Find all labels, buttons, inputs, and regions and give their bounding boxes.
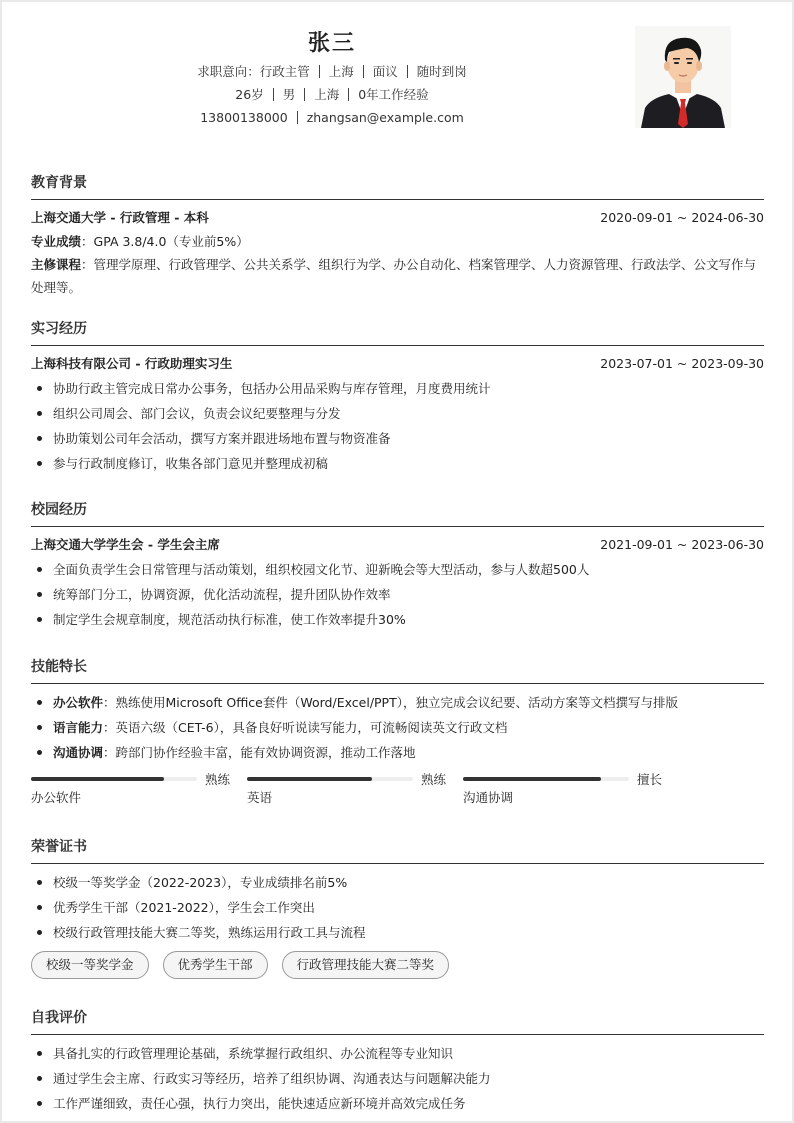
section-education (31, 172, 764, 299)
skill-bars (31, 771, 764, 809)
gpa-value: ：GPA 3.8/4.0（专业前5%） (81, 234, 249, 249)
skill-name: 沟通协调 (463, 790, 514, 805)
skill-text: ：英语六级（CET-6），具备良好听说读写能力，可流畅阅读英文行政文档 (103, 720, 508, 735)
section-title-education: 教育背景 (31, 172, 764, 200)
skill-level: 擅长 (637, 772, 663, 787)
skill-label: 沟通协调 (53, 745, 104, 760)
skills-bullets (31, 690, 764, 765)
list-item: 优秀学生干部（2021-2022），学生会工作突出 (31, 895, 764, 920)
section-campus (31, 499, 764, 632)
internship-entry-title: 上海科技有限公司 - 行政助理实习生 (31, 356, 233, 371)
courses-value: ：管理学原理、行政管理学、公共关系学、组织行为学、办公自动化、档案管理学、人力资源管理、行政法学、公文写作与处理等。 (31, 257, 757, 295)
education-entry-title: 上海交通大学 - 行政管理 - 本科 (31, 210, 209, 225)
age: 26岁 (235, 87, 264, 102)
list-item: 校级行政管理技能大赛二等奖，熟练运用行政工具与流程 (31, 920, 764, 945)
section-title-campus: 校园经历 (31, 499, 764, 527)
honor-tag: 校级一等奖学金 (31, 951, 149, 979)
separator (297, 111, 298, 124)
section-title-honors: 荣誉证书 (31, 836, 764, 864)
list-item: 参与行政制度修订，收集各部门意见并整理成初稿 (31, 451, 764, 476)
list-item: 统筹部门分工，协调资源，优化活动流程，提升团队协作效率 (31, 582, 764, 607)
skill-bar-fill (247, 777, 372, 781)
intent-position: 行政主管 (259, 64, 310, 79)
skill-label: 办公软件 (53, 695, 104, 710)
list-item: 协助行政主管完成日常办公事务，包括办公用品采购与库存管理，月度费用统计 (31, 376, 764, 401)
honor-tag: 行政管理技能大赛二等奖 (282, 951, 450, 979)
intent-availability: 随时到岗 (416, 64, 467, 79)
skill-name: 办公软件 (31, 790, 82, 805)
intent-label: 求职意向： (197, 64, 260, 79)
list-item (31, 715, 764, 740)
gpa-line (31, 230, 764, 253)
experience-years: 0年工作经验 (358, 87, 429, 102)
list-item: 全面负责学生会日常管理与活动策划，组织校园文化节、迎新晚会等大型活动，参与人数超500人 (31, 557, 764, 582)
skill-bar-track (31, 777, 197, 781)
candidate-name: 张三 (307, 31, 356, 56)
person-portrait-icon (635, 26, 731, 128)
email[interactable]: zhangsan@example.com (306, 110, 464, 125)
skill-bar-track (463, 777, 629, 781)
skill-bar-english (247, 771, 463, 809)
separator (319, 65, 320, 78)
skill-bar-communication (463, 771, 679, 809)
list-item: 校级一等奖学金（2022-2023），专业成绩排名前5% (31, 870, 764, 895)
avatar-photo (635, 26, 731, 128)
intent-salary: 面议 (372, 64, 398, 79)
gender: 男 (282, 87, 296, 102)
honor-tags (31, 951, 764, 979)
resume-header (2, 28, 662, 129)
section-title-internship: 实习经历 (31, 318, 764, 346)
basic-info-line (2, 83, 662, 106)
list-item: 具备扎实的行政管理理论基础，系统掌握行政组织、办公流程等专业知识 (31, 1041, 764, 1066)
list-item: 组织公司周会、部门会议，负责会议纪要整理与分发 (31, 401, 764, 426)
skill-text: ：跨部门协作经验丰富，能有效协调资源，推动工作落地 (103, 745, 416, 760)
list-item: 制定学生会规章制度，规范活动执行标准，使工作效率提升30% (31, 607, 764, 632)
skill-level: 熟练 (205, 772, 231, 787)
section-self-evaluation (31, 1007, 764, 1116)
separator (348, 88, 349, 101)
internship-date: 2023-07-01 ~ 2023-09-30 (600, 356, 764, 371)
section-skills (31, 656, 764, 809)
location: 上海 (314, 87, 340, 102)
intent-city: 上海 (328, 64, 354, 79)
phone: 13800138000 (200, 110, 288, 125)
skill-name: 英语 (247, 790, 273, 805)
list-item (31, 690, 764, 715)
separator (273, 88, 274, 101)
list-item: 通过学生会主席、行政实习等经历，培养了组织协调、沟通表达与问题解决能力 (31, 1066, 764, 1091)
skill-level: 熟练 (421, 772, 447, 787)
skill-bar-fill (31, 777, 164, 781)
education-entry-header (31, 206, 764, 230)
section-title-skills: 技能特长 (31, 656, 764, 684)
separator (363, 65, 364, 78)
list-item: 协助策划公司年会活动，撰写方案并跟进场地布置与物资准备 (31, 426, 764, 451)
gpa-label: 专业成绩 (31, 234, 82, 249)
honors-bullets (31, 870, 764, 945)
honor-tag: 优秀学生干部 (163, 951, 268, 979)
separator (304, 88, 305, 101)
section-honors (31, 836, 764, 979)
resume-page (2, 2, 792, 1121)
courses-line (31, 253, 764, 299)
skill-label: 语言能力 (53, 720, 104, 735)
skill-bar-fill (463, 777, 601, 781)
education-date: 2020-09-01 ~ 2024-06-30 (600, 210, 764, 225)
skill-text: ：熟练使用Microsoft Office套件（Word/Excel/PPT），独立完成会议纪要、活动方案等文档撰写与排版 (103, 695, 678, 710)
separator (407, 65, 408, 78)
skill-bar-track (247, 777, 413, 781)
list-item (31, 740, 764, 765)
contact-line (2, 106, 662, 129)
campus-entry-title: 上海交通大学学生会 - 学生会主席 (31, 537, 220, 552)
section-title-self-evaluation: 自我评价 (31, 1007, 764, 1035)
campus-bullets (31, 557, 764, 632)
campus-entry-header (31, 533, 764, 557)
self-eval-bullets (31, 1041, 764, 1116)
skill-bar-office (31, 771, 247, 809)
courses-label: 主修课程 (31, 257, 82, 272)
internship-entry-header (31, 352, 764, 376)
job-intent-line (2, 60, 662, 83)
list-item: 工作严谨细致，责任心强，执行力突出，能快速适应新环境并高效完成任务 (31, 1091, 764, 1116)
internship-bullets (31, 376, 764, 476)
section-internship (31, 318, 764, 476)
campus-date: 2021-09-01 ~ 2023-06-30 (600, 537, 764, 552)
